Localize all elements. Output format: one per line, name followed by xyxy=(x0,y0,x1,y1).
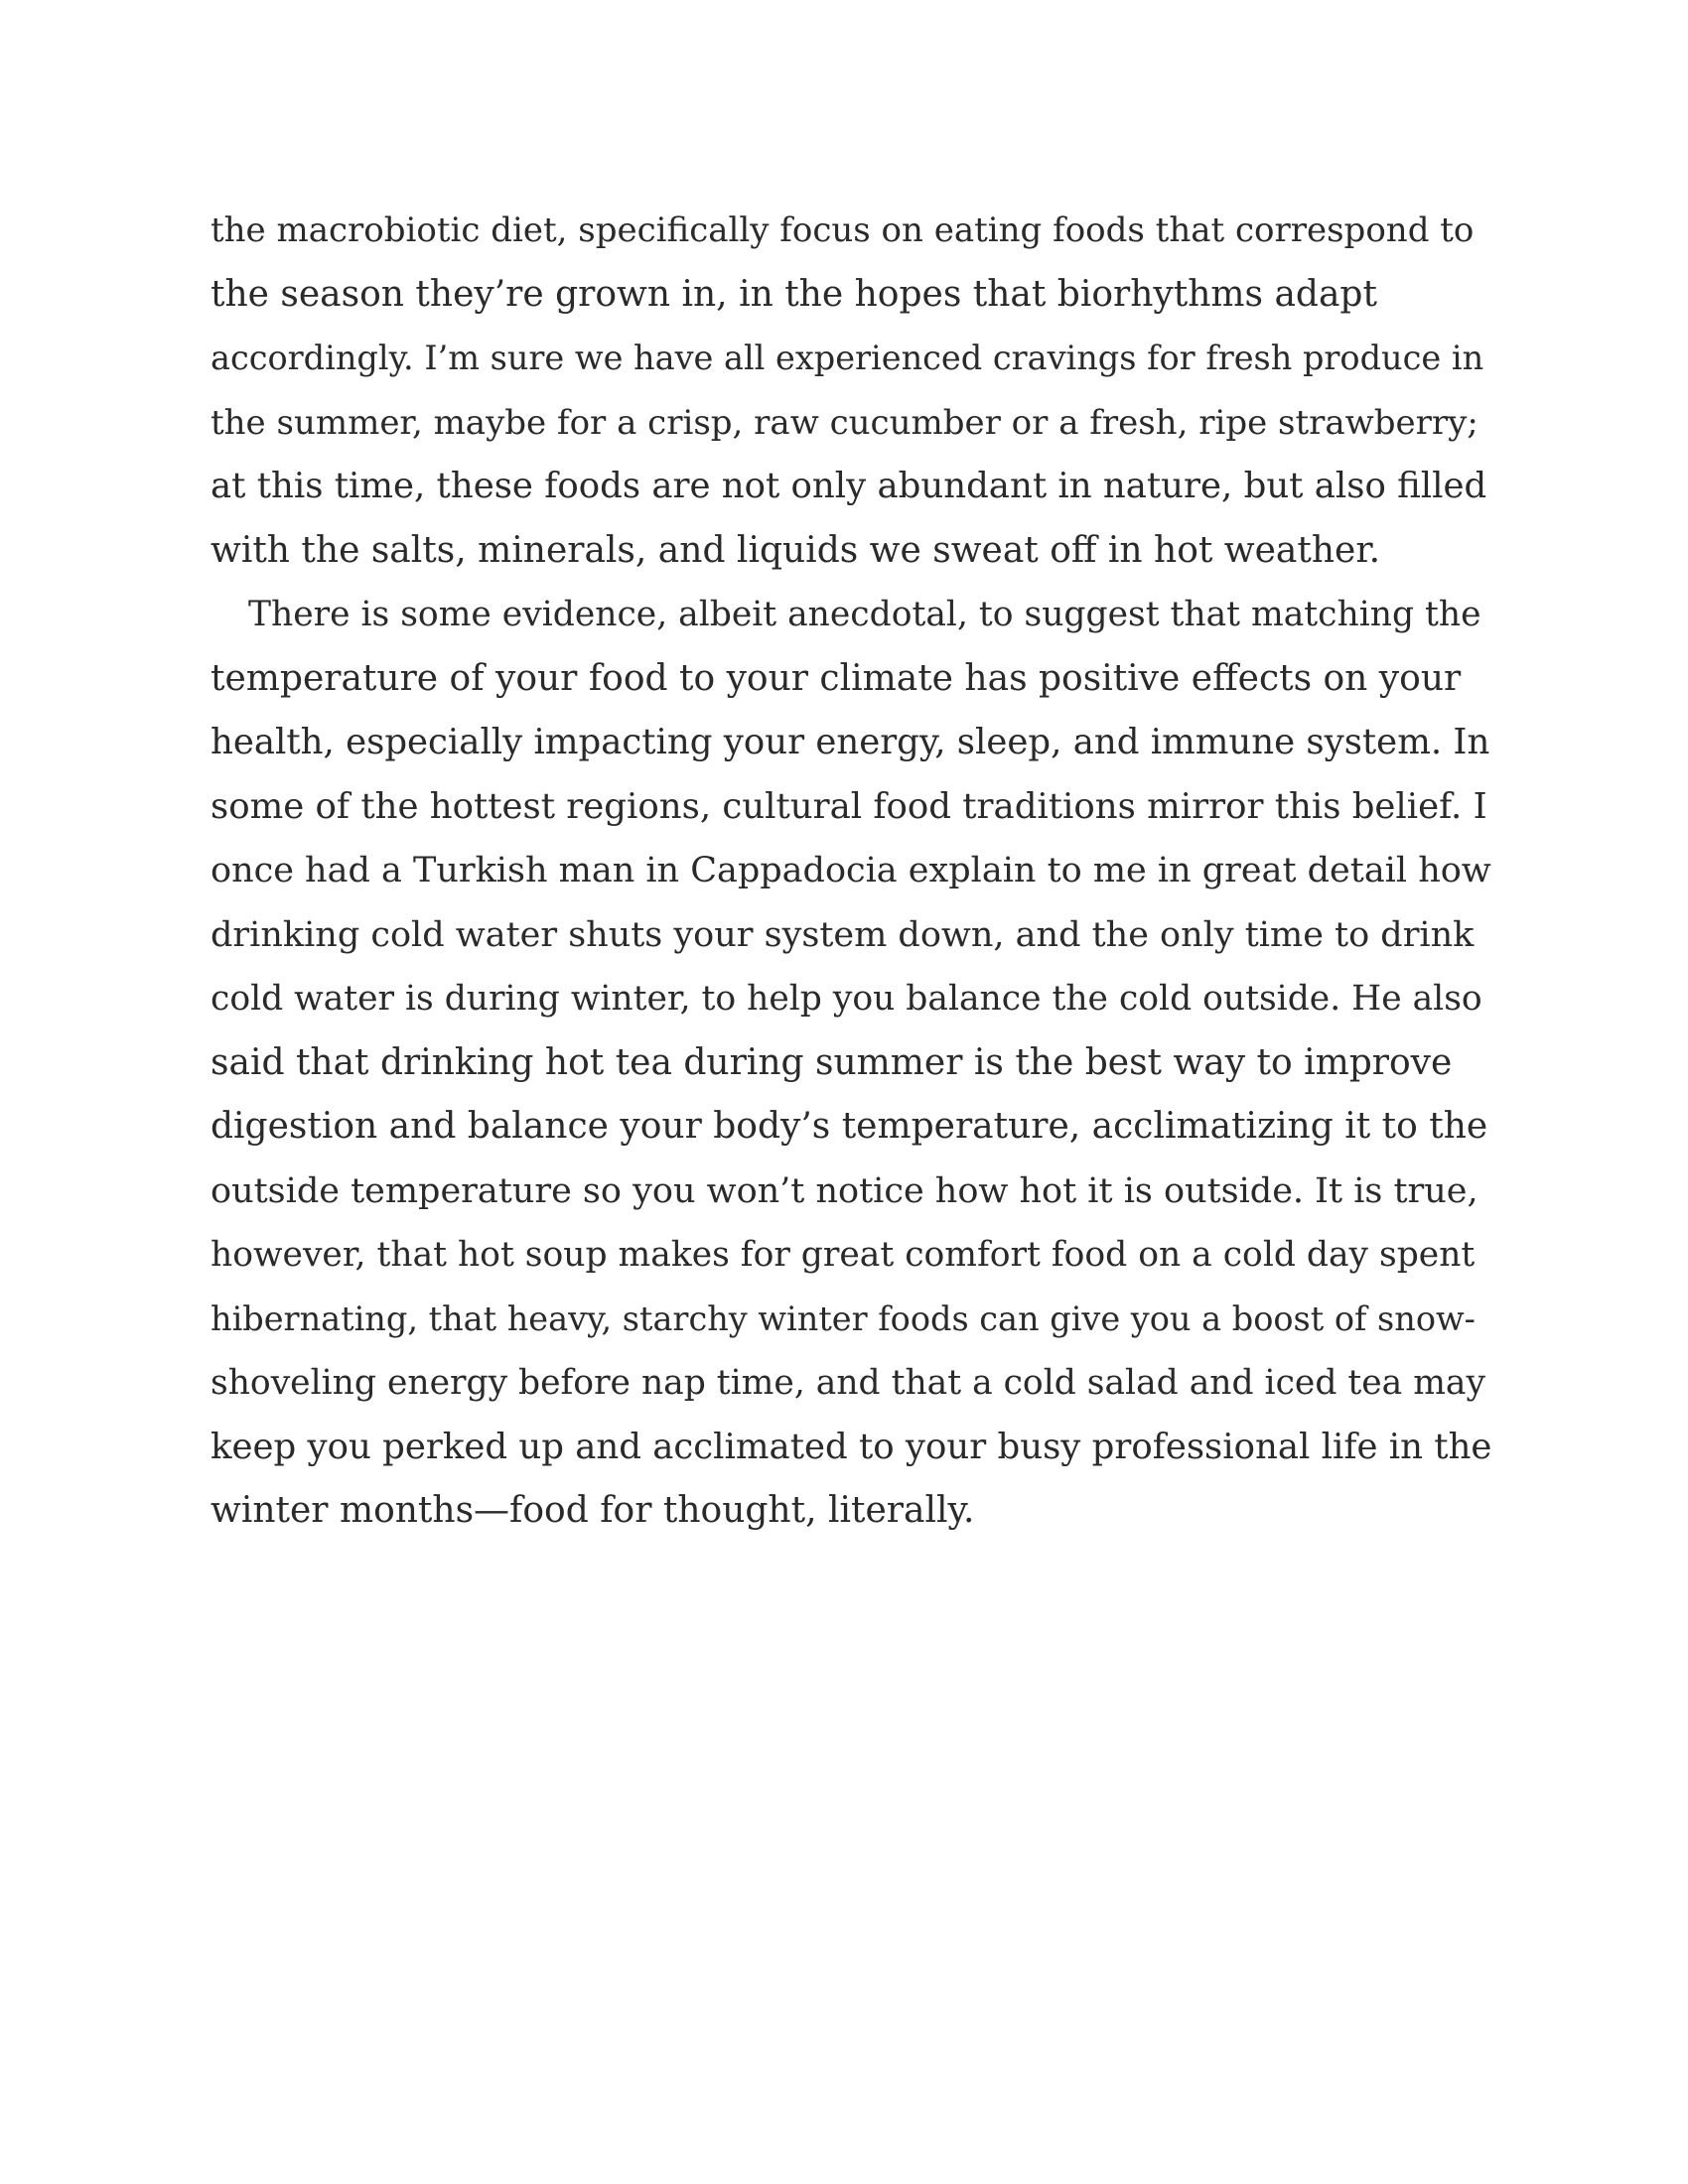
body-text xyxy=(211,199,1491,1544)
text-line-indented: There is some evidence, albeit anecdotal, to suggest that matching the xyxy=(248,595,1481,634)
text-line: with the salts, minerals, and liquids we sweat off in hot weather. xyxy=(211,529,1381,571)
text-line: temperature of your food to your climate has positive effects on your xyxy=(211,657,1462,699)
text-line: the summer, maybe for a crisp, raw cucumber or a fresh, ripe strawberry; xyxy=(211,402,1478,443)
text-line: some of the hottest regions, cultural food traditions mirror this belief. I xyxy=(211,785,1487,827)
text-line: drinking cold water shuts your system down, and the only time to drink xyxy=(211,914,1475,955)
text-line: however, that hot soup makes for great comfort food on a cold day spent xyxy=(211,1235,1476,1275)
text-line: winter months—food for thought, literally. xyxy=(211,1490,975,1531)
text-line: accordingly. I’m sure we have all experienced cravings for fresh produce in xyxy=(211,339,1484,377)
text-line: at this time, these foods are not only abundant in nature, but also filled xyxy=(211,466,1487,506)
text-line: hibernating, that heavy, starchy winter foods can give you a boost of snow- xyxy=(211,1298,1476,1338)
text-line: digestion and balance your body’s temperature, acclimatizing it to the xyxy=(211,1106,1488,1147)
text-line: health, especially impacting your energy, sleep, and immune system. In xyxy=(211,722,1490,762)
text-line: said that drinking hot tea during summer is the best way to improve xyxy=(211,1041,1453,1083)
text-line: keep you perked up and acclimated to your busy professional life in the xyxy=(211,1426,1492,1467)
paragraph-1 xyxy=(211,199,1491,583)
text-line: once had a Turkish man in Cappadocia explain to me in great detail how xyxy=(211,851,1491,890)
text-line: cold water is during winter, to help you balance the cold outside. He also xyxy=(211,979,1482,1019)
text-line: the macrobiotic diet, specifically focus on eating foods that correspond to xyxy=(211,210,1475,250)
paragraph-2 xyxy=(211,583,1491,1544)
text-line: shoveling energy before nap time, and that a cold salad and iced tea may xyxy=(211,1363,1485,1403)
text-line: the season they’re grown in, in the hopes that biorhythms adapt xyxy=(211,273,1377,315)
text-line: outside temperature so you won’t notice how hot it is outside. It is true, xyxy=(211,1170,1478,1211)
